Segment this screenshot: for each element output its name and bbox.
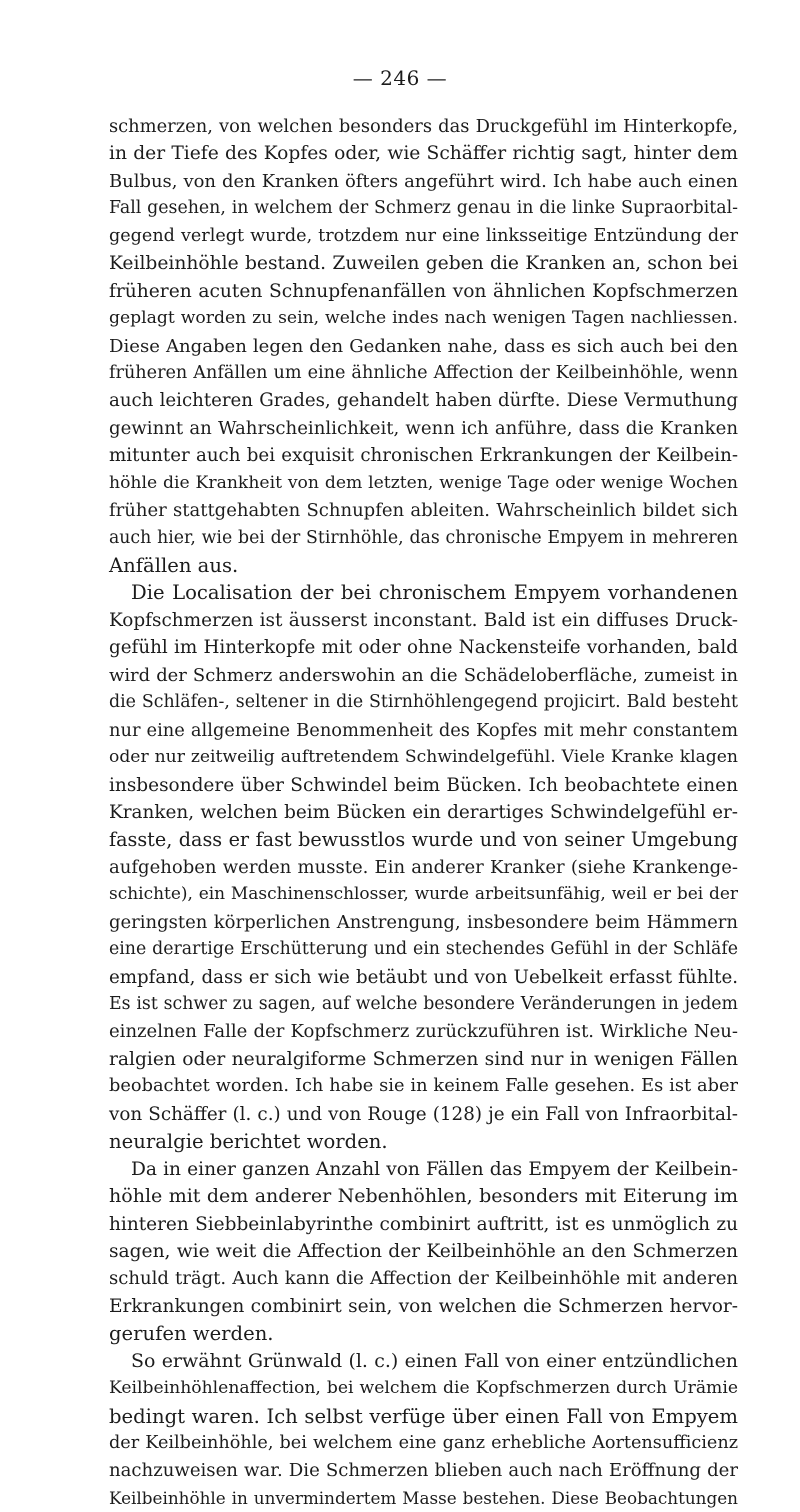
text-line: der Keilbeinhöhle, bei welchem eine ganz erhebliche Aortensufficienz [109, 1433, 738, 1453]
body-text [109, 113, 738, 1512]
text-line: Anfällen aus. [109, 554, 239, 577]
text-line: auch hier, wie bei der Stirnhöhle, das chronische Empyem in mehreren [109, 527, 738, 548]
text-line: früher stattgehabten Schnupfen ableiten. Wahrscheinlich bildet sich [109, 500, 738, 522]
text-line: ralgien oder neuralgiforme Schmerzen sind nur in wenigen Fällen [109, 1048, 738, 1070]
text-line: gewinnt an Wahrscheinlichkeit, wenn ich anführe, dass die Kranken [109, 417, 738, 439]
text-line: sagen, wie weit die Affection der Keilbeinhöhle an den Schmerzen [109, 1240, 738, 1262]
text-line: Kopfschmerzen ist äusserst inconstant. Bald ist ein diffuses Druck- [109, 609, 738, 631]
text-line: früheren Anfällen um eine ähnliche Affection der Keilbeinhöhle, wenn [109, 362, 738, 383]
text-line: insbesondere über Schwindel beim Bücken. Ich beobachtete einen [109, 774, 738, 796]
text-line: schmerzen, von welchen besonders das Druckgefühl im Hinterkopfe, [109, 116, 738, 137]
text-line: Kranken, welchen beim Bücken ein derartiges Schwindelgefühl er- [109, 801, 738, 823]
text-line: Da in einer ganzen Anzahl von Fällen das Empyem der Keilbein- [131, 1158, 738, 1180]
text-line: So erwähnt Grünwald (l. c.) einen Fall von einer entzündlichen [131, 1349, 738, 1372]
text-line: eine derartige Erschütterung und ein stechendes Gefühl in der Schläfe [109, 939, 738, 960]
text-line: Diese Angaben legen den Gedanken nahe, dass es sich auch bei den [109, 335, 738, 357]
text-line: Die Localisation der bei chronischem Empyem vorhandenen [131, 581, 738, 605]
text-line: höhle mit dem anderer Nebenhöhlen, besonders mit Eiterung im [109, 1185, 738, 1208]
text-line: einzelnen Falle der Kopfschmerz zurückzuführen ist. Wirkliche Neu- [109, 1021, 738, 1043]
text-line: Bulbus, von den Kranken öfters angeführt wird. Ich habe auch einen [109, 170, 738, 192]
text-line: neuralgie berichtet worden. [109, 1130, 388, 1154]
text-line: hinteren Siebbeinlabyrinthe combinirt auftritt, ist es unmöglich zu [109, 1213, 738, 1235]
text-line: gegend verlegt wurde, trotzdem nur eine linksseitige Entzündung der [109, 225, 738, 246]
text-line: Keilbeinhöhle in unvermindertem Masse bestehen. Diese Beobachtungen [109, 1487, 738, 1508]
text-line: geplagt worden zu sein, welche indes nach wenigen Tagen nachliessen. [109, 308, 738, 329]
text-line: bedingt waren. Ich selbst verfüge über einen Fall von Empyem [109, 1404, 738, 1428]
text-line: Keilbeinhöhlenaffection, bei welchem die Kopfschmerzen durch Urämie [109, 1378, 738, 1399]
text-line: oder nur zeitweilig auftretendem Schwindelgefühl. Viele Kranke klagen [109, 747, 738, 768]
text-line: beobachtet worden. Ich habe sie in keinem Falle gesehen. Es ist aber [109, 1076, 738, 1097]
text-line: nachzuweisen war. Die Schmerzen blieben auch nach Eröffnung der [109, 1460, 738, 1482]
text-line: nur eine allgemeine Benommenheit des Kopfes mit mehr constantem [109, 719, 738, 741]
text-line: wird der Schmerz anderswohin an die Schädeloberfläche, zumeist in [109, 664, 738, 686]
text-line: von Schäffer (l. c.) und von Rouge (128) je ein Fall von Infraorbital- [109, 1103, 738, 1125]
text-line: die Schläfen-, seltener in die Stirnhöhlengegend projicirt. Bald besteht [109, 692, 738, 713]
text-line: Erkrankungen combinirt sein, von welchen die Schmerzen hervor- [109, 1295, 738, 1317]
text-line: geringsten körperlichen Anstrengung, insbesondere beim Hämmern [109, 911, 738, 933]
text-line: mitunter auch bei exquisit chronischen Erkrankungen der Keilbein- [109, 445, 738, 467]
text-line: auch leichteren Grades, gehandelt haben dürfte. Diese Vermuthung [109, 390, 738, 412]
text-line: Keilbeinhöhle bestand. Zuweilen geben die Kranken an, schon bei [109, 253, 738, 275]
page-number: — 246 — [352, 66, 448, 90]
text-line: gefühl im Hinterkopfe mit oder ohne Nackensteife vorhanden, bald [109, 637, 738, 659]
text-line: in der Tiefe des Kopfes oder, wie Schäffer richtig sagt, hinter dem [109, 143, 738, 165]
text-line: Es ist schwer zu sagen, auf welche besondere Veränderungen in jedem [109, 994, 738, 1014]
text-line: früheren acuten Schnupfenanfällen von ähnlichen Kopfschmerzen [109, 280, 738, 302]
text-line: fasste, dass er fast bewusstlos wurde und von seiner Umgebung [109, 828, 738, 852]
text-line: empfand, dass er sich wie betäubt und von Uebelkeit erfasst fühlte. [109, 966, 738, 988]
text-line: gerufen werden. [109, 1322, 274, 1346]
text-line: schuld trägt. Auch kann die Affection der Keilbeinhöhle mit anderen [109, 1268, 738, 1290]
text-line: schichte), ein Maschinenschlosser, wurde arbeitsunfähig, weil er bei der [109, 884, 738, 905]
text-line: höhle die Krankheit von dem letzten, wenige Tage oder wenige Wochen [109, 472, 738, 493]
text-line: aufgehoben werden musste. Ein anderer Kranker (siehe Krankenge- [109, 856, 738, 878]
text-line: Fall gesehen, in welchem der Schmerz genau in die linke Supraorbital- [109, 198, 738, 219]
